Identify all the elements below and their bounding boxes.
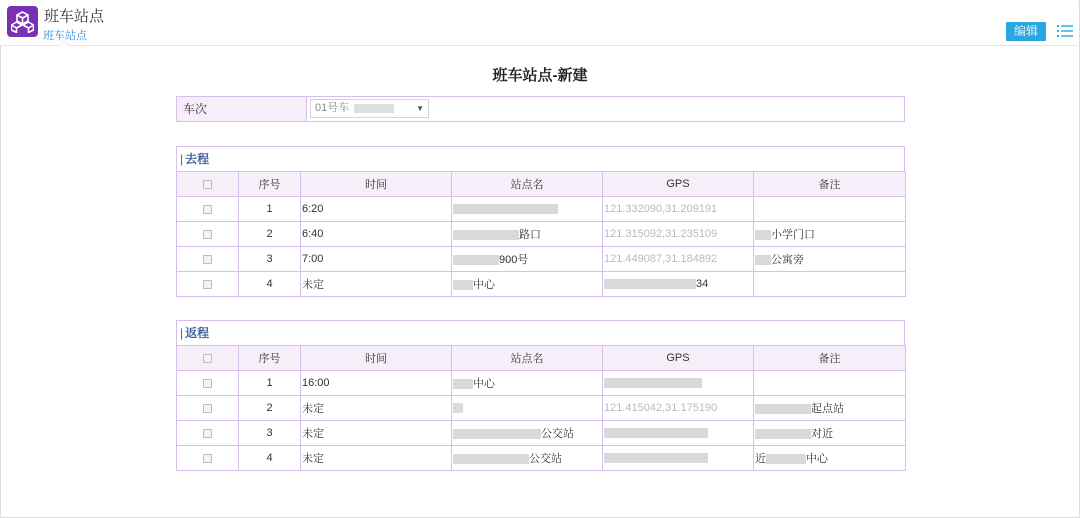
redacted-text: [604, 378, 702, 388]
table-row[interactable]: [177, 446, 906, 471]
cell-gps: [603, 421, 754, 446]
return-section: [176, 320, 905, 471]
redacted-text: [755, 404, 811, 414]
column-header-time: 时间: [301, 172, 452, 197]
checkbox[interactable]: [203, 454, 212, 463]
column-header-seq: 序号: [239, 172, 301, 197]
column-header-gps: GPS: [603, 346, 754, 371]
cell-time: 6:40: [301, 222, 452, 247]
cell-seq: 4: [239, 272, 301, 297]
cell-time: 未定: [301, 446, 452, 471]
row-checkbox-cell[interactable]: [177, 197, 239, 222]
cell-time: 6:20: [301, 197, 452, 222]
checkbox[interactable]: [203, 230, 212, 239]
cell-gps: 121.332090,31.209191: [603, 197, 754, 222]
redacted-text: [453, 255, 499, 265]
row-checkbox-cell[interactable]: [177, 272, 239, 297]
vehicle-select[interactable]: [310, 99, 429, 118]
list-menu-icon[interactable]: [1057, 24, 1073, 38]
row-checkbox-cell[interactable]: [177, 247, 239, 272]
table-row[interactable]: [177, 396, 906, 421]
cell-seq: 3: [239, 247, 301, 272]
page-title: 班车站点-新建: [492, 67, 588, 84]
cell-station: 路口: [452, 222, 603, 247]
checkbox[interactable]: [203, 205, 212, 214]
cell-note: 公寓旁: [754, 247, 906, 272]
chevron-down-icon: ▼: [416, 104, 424, 113]
cell-note: 起点站: [754, 396, 906, 421]
checkbox[interactable]: [203, 280, 212, 289]
checkbox[interactable]: [203, 255, 212, 264]
redacted-text: [453, 280, 473, 290]
cell-note: [754, 272, 906, 297]
row-checkbox-cell[interactable]: [177, 222, 239, 247]
cell-gps: 121.449087,31.184892: [603, 247, 754, 272]
column-header-seq: 序号: [239, 346, 301, 371]
select-all-checkbox-cell[interactable]: [177, 172, 239, 197]
table-row[interactable]: [177, 197, 906, 222]
table-row[interactable]: [177, 222, 906, 247]
cell-seq: 2: [239, 396, 301, 421]
table-row[interactable]: [177, 272, 906, 297]
cell-gps: 121.415042,31.175190: [603, 396, 754, 421]
redacted-text: [453, 454, 529, 464]
redacted-text: [453, 403, 463, 413]
row-checkbox-cell[interactable]: [177, 396, 239, 421]
redacted-text: [755, 230, 771, 240]
cell-gps: [603, 371, 754, 396]
column-header-note: 备注: [754, 346, 906, 371]
cell-note: 对近: [754, 421, 906, 446]
redacted-text: [604, 428, 708, 438]
checkbox[interactable]: [203, 429, 212, 438]
checkbox[interactable]: [203, 404, 212, 413]
redacted-text: [453, 204, 558, 214]
redacted-text: [755, 255, 771, 265]
cell-gps: 121.315092,31.235109: [603, 222, 754, 247]
redacted-text: [604, 279, 696, 289]
return-section-title: | 返程: [176, 320, 905, 345]
column-header-time: 时间: [301, 346, 452, 371]
app-header: [0, 0, 1078, 46]
cell-station: 中心: [452, 272, 603, 297]
cell-note: [754, 371, 906, 396]
vehicle-select-value: 01号车: [315, 102, 350, 114]
redacted-text: [453, 230, 519, 240]
cell-seq: 1: [239, 197, 301, 222]
column-header-station: 站点名: [452, 346, 603, 371]
cell-station: 公交站: [452, 446, 603, 471]
redacted-text: [354, 104, 394, 113]
cell-note: 小学门口: [754, 222, 906, 247]
cell-seq: 3: [239, 421, 301, 446]
table-row[interactable]: [177, 371, 906, 396]
app-title: 班车站点: [44, 8, 105, 25]
cell-time: 未定: [301, 421, 452, 446]
outbound-section-title: | 去程: [176, 146, 905, 171]
tab-bus-stations[interactable]: 班车站点: [43, 30, 87, 42]
return-table: [176, 345, 906, 471]
cell-seq: 4: [239, 446, 301, 471]
redacted-text: [766, 454, 806, 464]
checkbox[interactable]: [203, 180, 212, 189]
cell-note: [754, 197, 906, 222]
table-row[interactable]: [177, 421, 906, 446]
outbound-section: [176, 146, 905, 297]
cell-time: 未定: [301, 272, 452, 297]
table-row[interactable]: [177, 247, 906, 272]
outbound-table: [176, 171, 906, 297]
cell-station: 公交站: [452, 421, 603, 446]
cell-gps: [603, 446, 754, 471]
row-checkbox-cell[interactable]: [177, 421, 239, 446]
redacted-text: [755, 429, 811, 439]
select-all-checkbox-cell[interactable]: [177, 346, 239, 371]
cell-time: 未定: [301, 396, 452, 421]
cell-gps: 34: [603, 272, 754, 297]
redacted-text: [453, 429, 541, 439]
active-tab-indicator: [58, 40, 70, 46]
row-checkbox-cell[interactable]: [177, 371, 239, 396]
row-checkbox-cell[interactable]: [177, 446, 239, 471]
column-header-gps: GPS: [603, 172, 754, 197]
table-header-row: [177, 346, 906, 371]
redacted-text: [604, 453, 708, 463]
cell-station: 中心: [452, 371, 603, 396]
cell-seq: 1: [239, 371, 301, 396]
checkbox[interactable]: [203, 379, 212, 388]
column-header-station: 站点名: [452, 172, 603, 197]
checkbox[interactable]: [203, 354, 212, 363]
cell-station: 900号: [452, 247, 603, 272]
cell-station: [452, 396, 603, 421]
cell-seq: 2: [239, 222, 301, 247]
app-logo-icon: [7, 6, 38, 37]
cell-note: 近 中心: [754, 446, 906, 471]
column-header-note: 备注: [754, 172, 906, 197]
cell-station: [452, 197, 603, 222]
cell-time: 7:00: [301, 247, 452, 272]
table-header-row: [177, 172, 906, 197]
cell-time: 16:00: [301, 371, 452, 396]
vehicle-label: 车次: [177, 97, 307, 121]
vehicle-row: [176, 96, 905, 122]
redacted-text: [453, 379, 473, 389]
edit-button[interactable]: 编辑: [1006, 22, 1046, 41]
